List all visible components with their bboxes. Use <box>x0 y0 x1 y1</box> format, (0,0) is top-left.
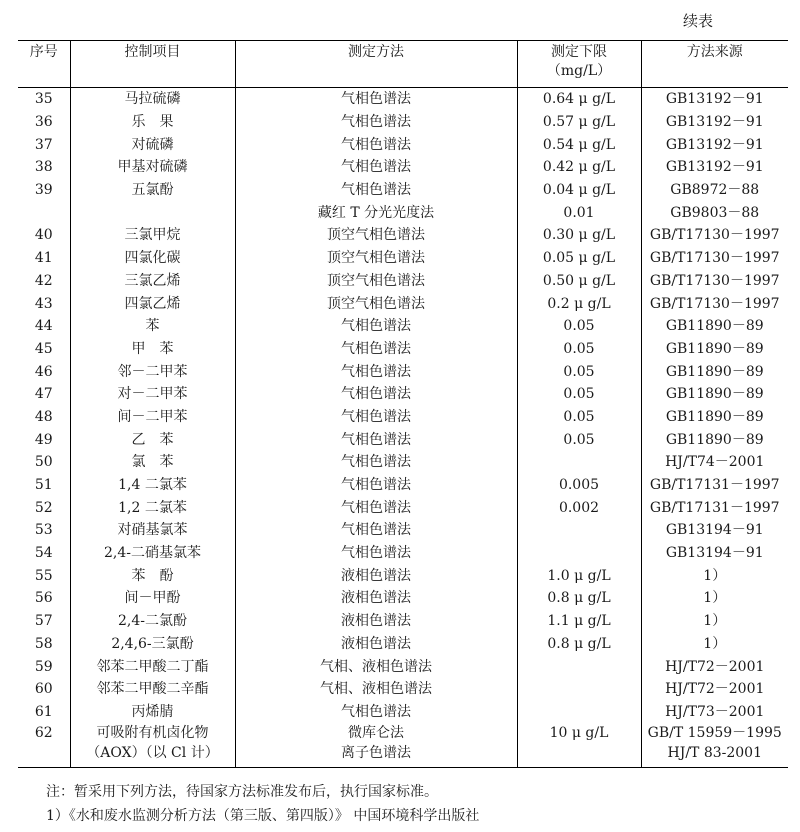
cell-item: 丙烯腈 <box>70 701 235 724</box>
cell-item: 对－二甲苯 <box>70 383 235 406</box>
cell-method: 气相色谱法 <box>235 496 517 519</box>
cell-source: GB/T17130－1997 <box>641 292 788 315</box>
header-col-item: 控制项目 <box>70 41 235 88</box>
table-row <box>18 610 788 633</box>
cell-source: GB/T17130－1997 <box>641 224 788 247</box>
cell-limit: 0.64 μ g/L <box>517 88 641 111</box>
cell-method: 气相色谱法 <box>235 428 517 451</box>
cell-index: 52 <box>18 496 70 519</box>
cell-method: 顶空气相色谱法 <box>235 224 517 247</box>
cell-index: 59 <box>18 655 70 678</box>
table-row <box>18 633 788 656</box>
cell-source: GB11890－89 <box>641 338 788 361</box>
cell-index: 58 <box>18 633 70 656</box>
cell-method: 顶空气相色谱法 <box>235 292 517 315</box>
table-row <box>18 655 788 678</box>
cell-source: HJ/T72－2001 <box>641 678 788 701</box>
cell-index: 51 <box>18 474 70 497</box>
cell-item: 1,4 二氯苯 <box>70 474 235 497</box>
table-row <box>18 133 788 156</box>
cell-method: 气相色谱法 <box>235 406 517 429</box>
table-row <box>18 156 788 179</box>
cell-source: HJ/T74－2001 <box>641 451 788 474</box>
cell-item: 甲基对硫磷 <box>70 156 235 179</box>
cell-item: 间－二甲苯 <box>70 406 235 429</box>
cell-limit: 0.2 μ g/L <box>517 292 641 315</box>
table-row <box>18 428 788 451</box>
table-row <box>18 338 788 361</box>
cell-index: 53 <box>18 519 70 542</box>
cell-index: 38 <box>18 156 70 179</box>
cell-limit: 0.04 μ g/L <box>517 179 641 202</box>
cell-limit <box>517 678 641 701</box>
table-row <box>18 496 788 519</box>
cell-source: GB13192－91 <box>641 156 788 179</box>
continued-label: 续表 <box>683 12 714 30</box>
cell-item: 三氯甲烷 <box>70 224 235 247</box>
table-row <box>18 587 788 610</box>
cell-source: GB/T 15959－1995 HJ/T 83-2001 <box>641 723 788 768</box>
cell-item: 五氯酚 <box>70 179 235 202</box>
cell-method: 气相色谱法 <box>235 360 517 383</box>
table-row <box>18 701 788 724</box>
cell-limit: 0.05 <box>517 315 641 338</box>
cell-limit: 0.8 μ g/L <box>517 587 641 610</box>
cell-item: 邻苯二甲酸二丁酯 <box>70 655 235 678</box>
cell-source: GB13192－91 <box>641 133 788 156</box>
cell-limit: 0.05 <box>517 428 641 451</box>
table-notes <box>46 780 479 828</box>
cell-limit: 0.8 μ g/L <box>517 633 641 656</box>
cell-source: 1） <box>641 587 788 610</box>
cell-source: GB11890－89 <box>641 406 788 429</box>
cell-index: 55 <box>18 564 70 587</box>
table-row <box>18 201 788 224</box>
cell-method: 气相色谱法 <box>235 451 517 474</box>
cell-item: 2,4-二氯酚 <box>70 610 235 633</box>
cell-limit <box>517 655 641 678</box>
cell-limit: 0.05 <box>517 338 641 361</box>
cell-source: HJ/T73－2001 <box>641 701 788 724</box>
cell-index: 56 <box>18 587 70 610</box>
table-row <box>18 360 788 383</box>
cell-limit: 0.05 <box>517 383 641 406</box>
table-header-row <box>18 41 788 88</box>
cell-method: 气相色谱法 <box>235 338 517 361</box>
cell-source: GB11890－89 <box>641 360 788 383</box>
cell-source: GB11890－89 <box>641 383 788 406</box>
cell-item: 氯 苯 <box>70 451 235 474</box>
cell-item: 四氯乙烯 <box>70 292 235 315</box>
cell-method: 液相色谱法 <box>235 564 517 587</box>
cell-limit: 0.54 μ g/L <box>517 133 641 156</box>
cell-item: 2,4-二硝基氯苯 <box>70 542 235 565</box>
cell-source: GB/T17130－1997 <box>641 270 788 293</box>
cell-method: 气相、液相色谱法 <box>235 655 517 678</box>
cell-limit: 0.01 <box>517 201 641 224</box>
cell-index: 42 <box>18 270 70 293</box>
cell-limit: 10 μ g/L <box>517 723 641 768</box>
cell-limit <box>517 519 641 542</box>
cell-limit: 1.0 μ g/L <box>517 564 641 587</box>
cell-item: 马拉硫磷 <box>70 88 235 111</box>
cell-source: GB11890－89 <box>641 428 788 451</box>
cell-item: 四氯化碳 <box>70 247 235 270</box>
table-row <box>18 542 788 565</box>
cell-method: 气相色谱法 <box>235 133 517 156</box>
cell-index: 39 <box>18 179 70 202</box>
cell-item: 乐 果 <box>70 111 235 134</box>
cell-source: 1） <box>641 564 788 587</box>
cell-limit: 0.002 <box>517 496 641 519</box>
cell-source: GB13192－91 <box>641 111 788 134</box>
cell-method: 气相色谱法 <box>235 156 517 179</box>
cell-index: 57 <box>18 610 70 633</box>
cell-method: 液相色谱法 <box>235 633 517 656</box>
cell-method: 气相色谱法 <box>235 474 517 497</box>
cell-index: 54 <box>18 542 70 565</box>
cell-index: 49 <box>18 428 70 451</box>
cell-limit: 1.1 μ g/L <box>517 610 641 633</box>
cell-method: 顶空气相色谱法 <box>235 247 517 270</box>
cell-limit <box>517 451 641 474</box>
table-row <box>18 519 788 542</box>
cell-index: 46 <box>18 360 70 383</box>
table-row <box>18 179 788 202</box>
cell-source: GB/T17131－1997 <box>641 474 788 497</box>
table-row <box>18 224 788 247</box>
cell-item: 甲 苯 <box>70 338 235 361</box>
cell-index: 60 <box>18 678 70 701</box>
cell-index: 50 <box>18 451 70 474</box>
cell-source: GB13194－91 <box>641 519 788 542</box>
cell-limit: 0.005 <box>517 474 641 497</box>
note-line: 注：暂采用下列方法，待国家方法标准发布后，执行国家标准。 <box>46 784 438 800</box>
cell-method: 气相色谱法 <box>235 519 517 542</box>
table-row <box>18 88 788 111</box>
table-row <box>18 474 788 497</box>
cell-index: 61 <box>18 701 70 724</box>
cell-source: GB13194－91 <box>641 542 788 565</box>
cell-item: 1,2 二氯苯 <box>70 496 235 519</box>
table-row <box>18 723 788 768</box>
monitoring-methods-table <box>18 40 788 768</box>
cell-limit: 0.05 <box>517 406 641 429</box>
cell-limit <box>517 542 641 565</box>
cell-limit: 0.57 μ g/L <box>517 111 641 134</box>
cell-index: 37 <box>18 133 70 156</box>
cell-source: GB11890－89 <box>641 315 788 338</box>
cell-method: 顶空气相色谱法 <box>235 270 517 293</box>
cell-item: 对硝基氯苯 <box>70 519 235 542</box>
table-row <box>18 406 788 429</box>
cell-index: 43 <box>18 292 70 315</box>
table-row <box>18 111 788 134</box>
cell-index: 40 <box>18 224 70 247</box>
table-row <box>18 247 788 270</box>
cell-index: 35 <box>18 88 70 111</box>
cell-index: 62 <box>18 723 70 768</box>
cell-method: 气相、液相色谱法 <box>235 678 517 701</box>
cell-index: 48 <box>18 406 70 429</box>
cell-index: 44 <box>18 315 70 338</box>
cell-source: HJ/T72－2001 <box>641 655 788 678</box>
cell-index <box>18 201 70 224</box>
cell-item: 乙 苯 <box>70 428 235 451</box>
table-row <box>18 678 788 701</box>
header-col-limit: 测定下限 （mg/L） <box>517 41 641 88</box>
cell-method: 气相色谱法 <box>235 701 517 724</box>
cell-source: GB/T17131－1997 <box>641 496 788 519</box>
cell-item: 三氯乙烯 <box>70 270 235 293</box>
cell-item: 可吸附有机卤化物 （AOX）（以 Cl 计） <box>70 723 235 768</box>
cell-source: 1） <box>641 633 788 656</box>
cell-source: 1） <box>641 610 788 633</box>
cell-method: 藏红 T 分光光度法 <box>235 201 517 224</box>
cell-index: 47 <box>18 383 70 406</box>
table-row <box>18 315 788 338</box>
table-row <box>18 564 788 587</box>
cell-limit: 0.05 <box>517 360 641 383</box>
cell-item: 对硫磷 <box>70 133 235 156</box>
cell-item: 苯 <box>70 315 235 338</box>
cell-method: 气相色谱法 <box>235 383 517 406</box>
cell-method: 液相色谱法 <box>235 587 517 610</box>
cell-method: 气相色谱法 <box>235 179 517 202</box>
header-col-method: 测定方法 <box>235 41 517 88</box>
cell-item <box>70 201 235 224</box>
cell-method: 气相色谱法 <box>235 88 517 111</box>
cell-limit: 0.42 μ g/L <box>517 156 641 179</box>
cell-source: GB/T17130－1997 <box>641 247 788 270</box>
cell-method: 液相色谱法 <box>235 610 517 633</box>
footnote-1: 1）《水和废水监测分析方法（第三版、第四版）》 中国环境科学出版社 <box>46 808 480 824</box>
header-col-source: 方法来源 <box>641 41 788 88</box>
header-col-index: 序号 <box>18 41 70 88</box>
table-row <box>18 292 788 315</box>
cell-method: 气相色谱法 <box>235 542 517 565</box>
table-row <box>18 383 788 406</box>
table-row <box>18 451 788 474</box>
cell-index: 41 <box>18 247 70 270</box>
table-body <box>18 88 788 768</box>
cell-limit <box>517 701 641 724</box>
cell-item: 邻苯二甲酸二辛酯 <box>70 678 235 701</box>
cell-source: GB13192－91 <box>641 88 788 111</box>
cell-source: GB8972－88 <box>641 179 788 202</box>
table-row <box>18 270 788 293</box>
cell-item: 邻－二甲苯 <box>70 360 235 383</box>
cell-source: GB9803－88 <box>641 201 788 224</box>
cell-method: 微库仑法 离子色谱法 <box>235 723 517 768</box>
cell-method: 气相色谱法 <box>235 111 517 134</box>
cell-item: 2,4,6-三氯酚 <box>70 633 235 656</box>
cell-index: 45 <box>18 338 70 361</box>
cell-limit: 0.05 μ g/L <box>517 247 641 270</box>
cell-item: 间－甲酚 <box>70 587 235 610</box>
cell-index: 36 <box>18 111 70 134</box>
cell-limit: 0.30 μ g/L <box>517 224 641 247</box>
cell-limit: 0.50 μ g/L <box>517 270 641 293</box>
cell-item: 苯 酚 <box>70 564 235 587</box>
cell-method: 气相色谱法 <box>235 315 517 338</box>
